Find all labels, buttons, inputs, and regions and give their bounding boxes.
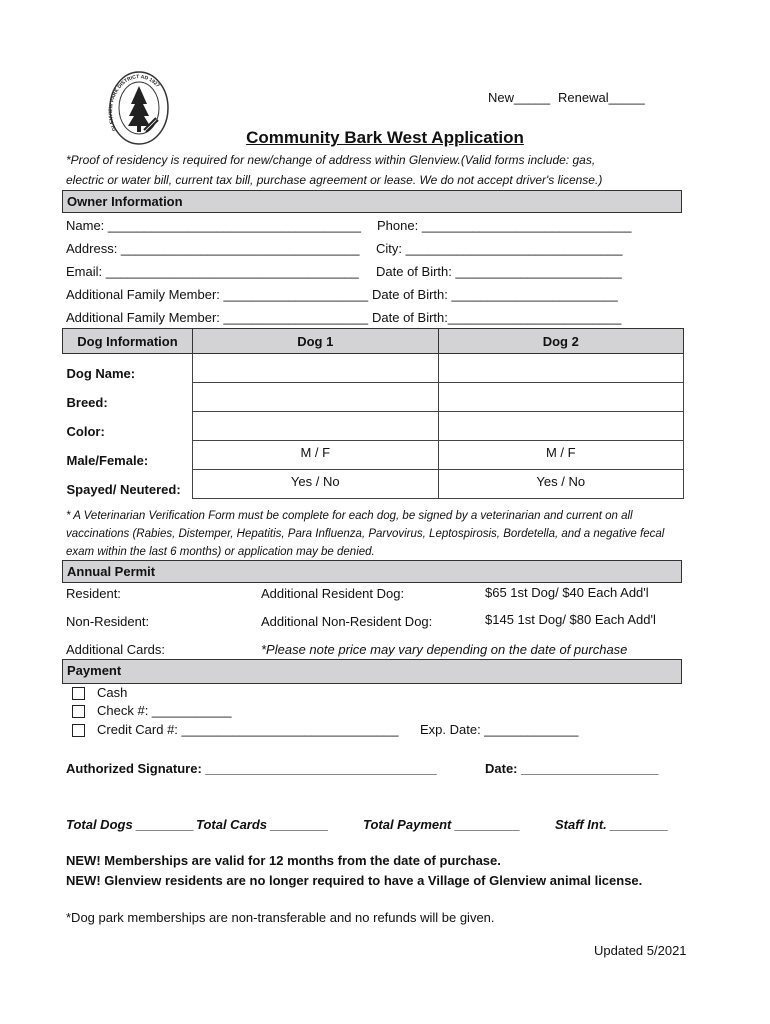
total-payment-field[interactable]: Total Payment _________: [363, 817, 521, 832]
dog2-breed-cell[interactable]: [438, 383, 684, 412]
cash-option[interactable]: [72, 685, 127, 700]
dog2-spayed-cell[interactable]: Yes / No: [438, 470, 684, 499]
additional-resident-dog-label: Additional Resident Dog:: [261, 586, 405, 601]
spayed-label: Spayed/ Neutered:: [63, 470, 193, 499]
check-checkbox[interactable]: [72, 705, 85, 718]
dog1-spayed-cell[interactable]: Yes / No: [193, 470, 439, 499]
dog-info-header: Dog Information: [63, 329, 193, 354]
total-cards-field[interactable]: Total Cards ________: [196, 817, 329, 832]
dog2-color-cell[interactable]: [438, 412, 684, 441]
dog2-name-cell[interactable]: [438, 354, 684, 383]
sex-label: Male/Female:: [63, 441, 193, 470]
signature-date-field[interactable]: Date: ___________________: [485, 761, 659, 776]
price-note: *Please note price may vary depending on the date of purchase: [261, 642, 628, 657]
dog1-color-cell[interactable]: [193, 412, 439, 441]
new-application-field[interactable]: New_____: [488, 90, 551, 105]
additional-nonresident-dog-label: Additional Non-Resident Dog:: [261, 614, 433, 629]
nonresident-price: $145 1st Dog/ $80 Each Add'l: [485, 612, 656, 627]
vet-note-line-3: exam within the last 6 months) or application may be denied.: [66, 546, 375, 558]
updated-date: Updated 5/2021: [594, 943, 687, 958]
check-option[interactable]: [72, 703, 231, 718]
table-row: [63, 470, 684, 499]
annual-permit-header: [62, 560, 682, 583]
credit-card-checkbox[interactable]: [72, 724, 85, 737]
staff-initials-field[interactable]: Staff Int. ________: [555, 817, 669, 832]
page-title: Community Bark West Application: [246, 128, 524, 147]
dog2-sex-cell[interactable]: M / F: [438, 441, 684, 470]
dog1-sex-cell[interactable]: M / F: [193, 441, 439, 470]
family-member-2-field[interactable]: Additional Family Member: ____________________: [66, 310, 369, 325]
owner-heading: Owner Information: [67, 194, 183, 209]
cash-label: Cash: [97, 685, 128, 700]
family-member-2-dob-field[interactable]: Date of Birth:________________________: [372, 310, 622, 325]
owner-city-field[interactable]: City: ______________________________: [376, 241, 623, 256]
transfer-note: *Dog park memberships are non-transferable and no refunds will be given.: [66, 910, 495, 925]
proof-note-line-2: electric or water bill, current tax bill, purchase agreement or lease. We do not accept driver's license.): [66, 173, 603, 187]
news-line-2: NEW! Glenview residents are no longer required to have a Village of Glenview animal license.: [66, 873, 643, 888]
owner-phone-field[interactable]: Phone: _____________________________: [377, 218, 632, 233]
news-line-1: NEW! Memberships are valid for 12 months from the date of purchase.: [66, 853, 501, 868]
total-dogs-field[interactable]: Total Dogs ________: [66, 817, 195, 832]
non-resident-label: Non-Resident:: [66, 614, 150, 629]
check-label: Check #: ___________: [97, 703, 232, 718]
table-row: [63, 441, 684, 470]
color-label: Color:: [63, 412, 193, 441]
credit-card-option[interactable]: [72, 722, 398, 737]
authorized-signature-field[interactable]: Authorized Signature: ________________________________: [66, 761, 437, 776]
table-row: [63, 412, 684, 441]
family-member-1-field[interactable]: Additional Family Member: ____________________: [66, 287, 369, 302]
vet-note-line-2: vaccinations (Rabies, Distemper, Hepatitis, Para Influenza, Parvovirus, Leptospirosis, Bordetella, and a negative fecal: [66, 528, 665, 540]
payment-heading: Payment: [67, 663, 122, 678]
renewal-field[interactable]: Renewal_____: [558, 90, 645, 105]
dog2-header: Dog 2: [438, 329, 684, 354]
breed-label: Breed:: [63, 383, 193, 412]
svg-text:GLENVIEW PARK DISTRICT AD 1927: GLENVIEW PARK DISTRICT AD 1927: [108, 74, 161, 132]
dog1-header: Dog 1: [193, 329, 439, 354]
owner-information-header: [62, 190, 682, 213]
resident-price: $65 1st Dog/ $40 Each Add'l: [485, 585, 649, 600]
permit-heading: Annual Permit: [67, 564, 156, 579]
payment-header: [62, 659, 682, 684]
owner-name-field[interactable]: Name: ___________________________________: [66, 218, 361, 233]
exp-date-field[interactable]: Exp. Date: _____________: [420, 722, 579, 737]
owner-email-field[interactable]: Email: ___________________________________: [66, 264, 359, 279]
table-row: [63, 383, 684, 412]
family-member-1-dob-field[interactable]: Date of Birth: _______________________: [372, 287, 618, 302]
dog1-name-cell[interactable]: [193, 354, 439, 383]
vet-note-line-1: * A Veterinarian Verification Form must be complete for each dog, be signed by a veterinarian and current on all: [66, 510, 633, 522]
owner-dob-field[interactable]: Date of Birth: _______________________: [376, 264, 622, 279]
additional-cards-label: Additional Cards:: [66, 642, 165, 657]
dog-name-label: Dog Name:: [63, 354, 193, 383]
dog-information-table: [62, 328, 684, 499]
dog1-breed-cell[interactable]: [193, 383, 439, 412]
resident-label: Resident:: [66, 586, 121, 601]
table-row: [63, 354, 684, 383]
credit-card-label: Credit Card #: ______________________________: [97, 722, 399, 737]
owner-address-field[interactable]: Address: _________________________________: [66, 241, 360, 256]
proof-note-line-1: *Proof of residency is required for new/change of address within Glenview.(Valid forms include: gas,: [66, 153, 596, 167]
cash-checkbox[interactable]: [72, 687, 85, 700]
